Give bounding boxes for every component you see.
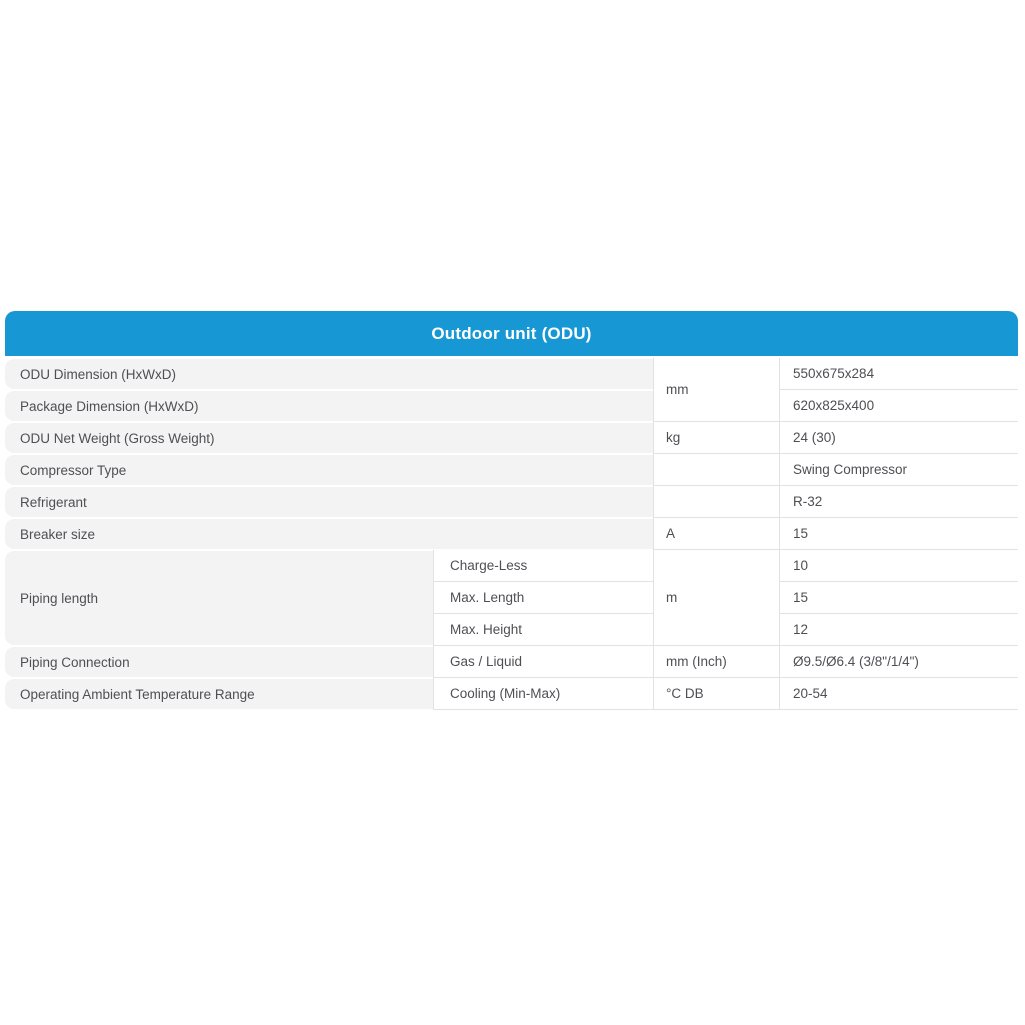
sublabel-gas-liquid: Gas / Liquid (433, 646, 653, 678)
value-operating-ambient-temperature-range: 20-54 (780, 678, 1018, 710)
value-package-dimension: 620x825x400 (780, 390, 1018, 422)
odu-spec-table (5, 311, 1018, 710)
value-max-height: 12 (780, 614, 1018, 646)
label-pill: Refrigerant (5, 487, 653, 517)
row-label-breaker-size (5, 518, 653, 550)
unit-mm-inch: mm (Inch) (653, 646, 780, 678)
row-label-compressor-type (5, 454, 653, 486)
unit-m: m (653, 550, 780, 646)
unit-empty (653, 486, 780, 518)
row-label-odu-net-weight (5, 422, 653, 454)
table-header (5, 311, 1018, 356)
label-pill: Operating Ambient Temperature Range (5, 679, 433, 709)
label-pill: Package Dimension (HxWxD) (5, 391, 653, 421)
sublabel-max-length: Max. Length (433, 582, 653, 614)
label-pill: Breaker size (5, 519, 653, 549)
label-pill: Compressor Type (5, 455, 653, 485)
label-pill: ODU Net Weight (Gross Weight) (5, 423, 653, 453)
table-title: Outdoor unit (ODU) (431, 323, 592, 343)
value-refrigerant: R-32 (780, 486, 1018, 518)
row-label-refrigerant (5, 486, 653, 518)
value-breaker-size: 15 (780, 518, 1018, 550)
value-charge-less: 10 (780, 550, 1018, 582)
sublabel-charge-less: Charge-Less (433, 550, 653, 582)
unit-a: A (653, 518, 780, 550)
row-label-operating-ambient-temperature-range (5, 678, 433, 710)
unit-empty (653, 454, 780, 486)
value-compressor-type: Swing Compressor (780, 454, 1018, 486)
row-label-package-dimension (5, 390, 653, 422)
row-label-piping-connection (5, 646, 433, 678)
unit-kg: kg (653, 422, 780, 454)
value-max-length: 15 (780, 582, 1018, 614)
label-pill: Piping length (5, 551, 433, 645)
sublabel-cooling-min-max: Cooling (Min-Max) (433, 678, 653, 710)
value-odu-dimension: 550x675x284 (780, 358, 1018, 390)
row-label-odu-dimension (5, 358, 653, 390)
row-label-piping-length (5, 550, 433, 646)
sublabel-max-height: Max. Height (433, 614, 653, 646)
spec-grid (5, 358, 1018, 710)
unit-mm: mm (653, 358, 780, 422)
label-pill: ODU Dimension (HxWxD) (5, 359, 653, 389)
label-pill: Piping Connection (5, 647, 433, 677)
unit-c-db: °C DB (653, 678, 780, 710)
value-odu-net-weight: 24 (30) (780, 422, 1018, 454)
value-piping-connection: Ø9.5/Ø6.4 (3/8"/1/4") (780, 646, 1018, 678)
